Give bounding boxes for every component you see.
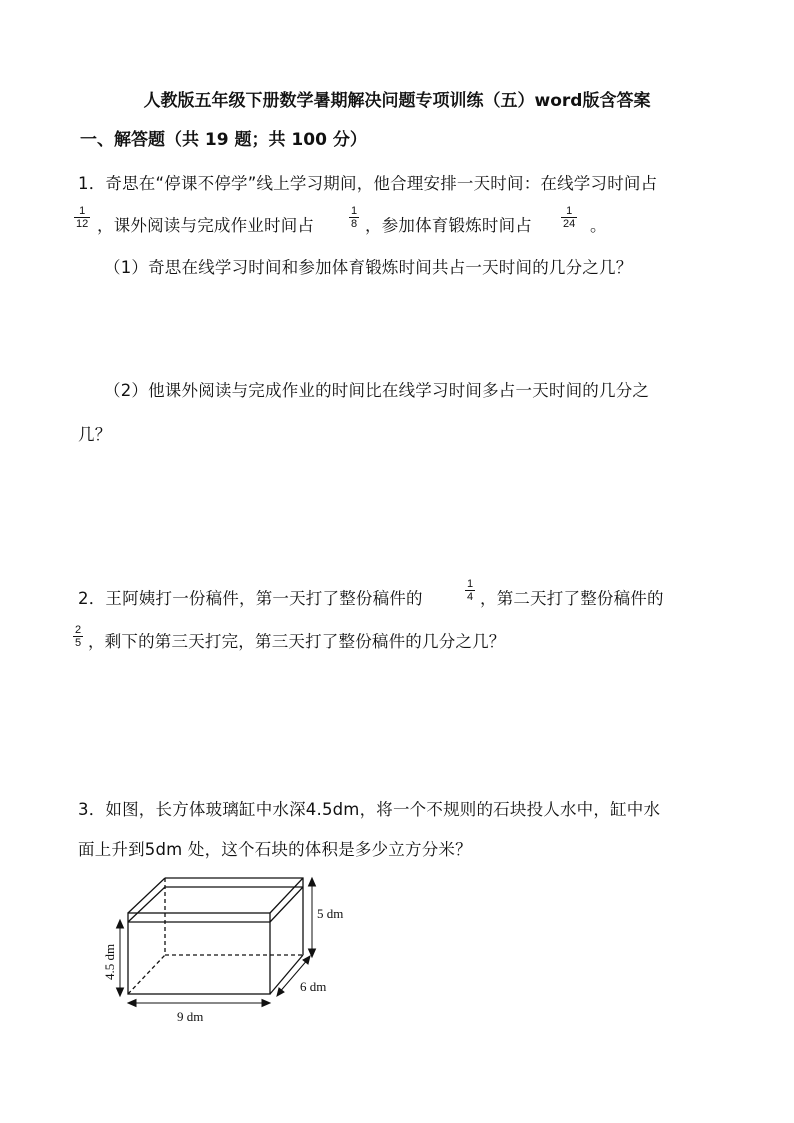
- q1-fraction-sport: [561, 205, 577, 230]
- arrow-head: [117, 920, 124, 928]
- arrow-head: [303, 956, 310, 964]
- fraction-denominator: 8: [351, 218, 358, 230]
- fraction-numerator: 1: [566, 205, 573, 217]
- arrow-head: [309, 878, 316, 886]
- fraction-numerator: 1: [79, 205, 86, 217]
- tank-top-right-edge: [270, 878, 303, 913]
- q1-line1: 1．奇思在“停课不停学”线上学习期间，他合理安排一天时间：在线学习时间占: [78, 174, 658, 193]
- arrow-head: [117, 988, 124, 996]
- arrow-head: [262, 1000, 270, 1007]
- fraction-denominator: 12: [76, 218, 89, 230]
- q2-line2: ，剩下的第三天打完，第三天打了整份稿件的几分之几？: [88, 632, 506, 651]
- fraction-numerator: 1: [351, 205, 358, 217]
- q3-line2: 面上升到5dm 处，这个石块的体积是多少立方分米？: [78, 840, 472, 859]
- q2-fraction-day1: [465, 578, 475, 603]
- q1-mid-text-b: ，参加体育锻炼时间占: [365, 216, 532, 235]
- q1-mid-text-a: ，课外阅读与完成作业时间占: [97, 216, 315, 235]
- fraction-denominator: 24: [563, 218, 576, 230]
- q3-line1: 3．如图，长方体玻璃缸中水深4.5dm，将一个不规则的石块投人水中，缸中水: [78, 800, 661, 819]
- q2-fraction-day2: [73, 624, 83, 649]
- document-title: 人教版五年级下册数学暑期解决问题专项训练（五）word版含答案: [143, 91, 651, 111]
- q2-line1-b: ，第二天打了整份稿件的: [480, 589, 664, 608]
- glass-tank-diagram: [95, 868, 365, 1028]
- arrow-head: [128, 1000, 136, 1007]
- label-water-depth: 4.5 dm: [102, 943, 117, 980]
- q1-subquestion-1: （1）奇思在线学习时间和参加体育锻炼时间共占一天时间的几分之几？: [104, 258, 633, 277]
- label-width: 6 dm: [300, 979, 327, 994]
- fraction-denominator: 5: [75, 637, 82, 649]
- arrow-head: [277, 988, 284, 996]
- label-height: 5 dm: [317, 906, 344, 921]
- fraction-numerator: 2: [75, 624, 82, 636]
- fraction-numerator: 1: [467, 578, 474, 590]
- tank-bottom-right-edge: [270, 955, 303, 994]
- tank-front-face: [128, 913, 270, 994]
- water-surface-left: [128, 887, 165, 922]
- q1-fraction-online: [74, 205, 90, 230]
- tank-hidden-depth-edge: [128, 955, 165, 994]
- fraction-denominator: 4: [467, 591, 474, 603]
- q1-subquestion-2-line2: 几？: [78, 425, 112, 444]
- q1-subquestion-2-line1: （2）他课外阅读与完成作业的时间比在线学习时间多占一天时间的几分之: [104, 381, 650, 400]
- q2-line1-a: 2．王阿姨打一份稿件，第一天打了整份稿件的: [78, 589, 423, 608]
- water-surface-right: [270, 887, 303, 922]
- tank-back-edges: [165, 878, 303, 955]
- label-length: 9 dm: [177, 1009, 204, 1024]
- q1-fraction-reading: [349, 205, 359, 230]
- tank-top-left-edge: [128, 878, 165, 913]
- section-heading: 一、解答题（共 19 题；共 100 分）: [80, 130, 367, 150]
- q1-end-punct: 。: [590, 216, 607, 235]
